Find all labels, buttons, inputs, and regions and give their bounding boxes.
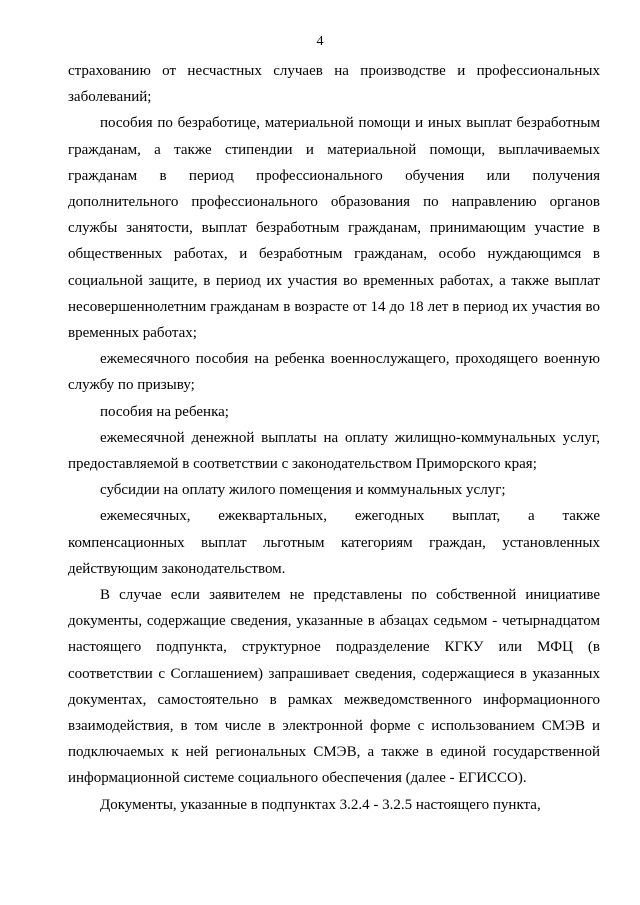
document-body [68,58,600,818]
paragraph: ежемесячного пособия на ребенка военнослужащего, проходящего военную службу по призыву; [68,351,600,394]
paragraph: ежемесячной денежной выплаты на оплату жилищно-коммунальных услуг, предоставляемой в соответствии с законодательством Приморского края; [68,429,600,473]
paragraph: пособия по безработице, материальной помощи и иных выплат безработным гражданам, а также стипендии и материальной помощи, выплачиваемых гражданам в период профессионального обучения или получения дополнительного профессионального образования по направлению органов службы занятости, выплат безработным гражданам, принимающим участие в общественных работах, и безработным гражданам, особо нуждающимся в социальной защите, в период их участия во временных работах, а также выплат несовершеннолетним гражданам в возрасте от 14 до 18 лет в период их участия во временных работах; [68,115,600,342]
page-number: 4 [316,34,324,49]
paragraph: ежемесячных, ежеквартальных, ежегодных выплат, а также компенсационных выплат льготным категориям граждан, установленных действующим законодательством. [68,508,600,577]
paragraph: В случае если заявителем не представлены по собственной инициативе документы, содержащие сведения, указанные в абзацах седьмом - четырнадцатом настоящего подпункта, структурное подразделение КГКУ или МФЦ (в соответствии с Соглашением) запрашивает сведения, содержащиеся в указанных документах, самостоятельно в рамках межведомственного информационного взаимодействия, в том числе в электронной форме с использованием СМЭВ и подключаемых к ней региональных СМЭВ, а также в единой государственной информационной системе социального обеспечения (далее - ЕГИССО). [68,587,600,787]
paragraph: субсидии на оплату жилого помещения и коммунальных услуг; [100,482,506,499]
paragraph: пособия на ребенка; [100,403,229,420]
paragraph: страхованию от несчастных случаев на производстве и профессиональных заболеваний; [68,63,600,106]
paragraph: Документы, указанные в подпунктах 3.2.4 - 3.2.5 настоящего пункта, [100,796,541,813]
